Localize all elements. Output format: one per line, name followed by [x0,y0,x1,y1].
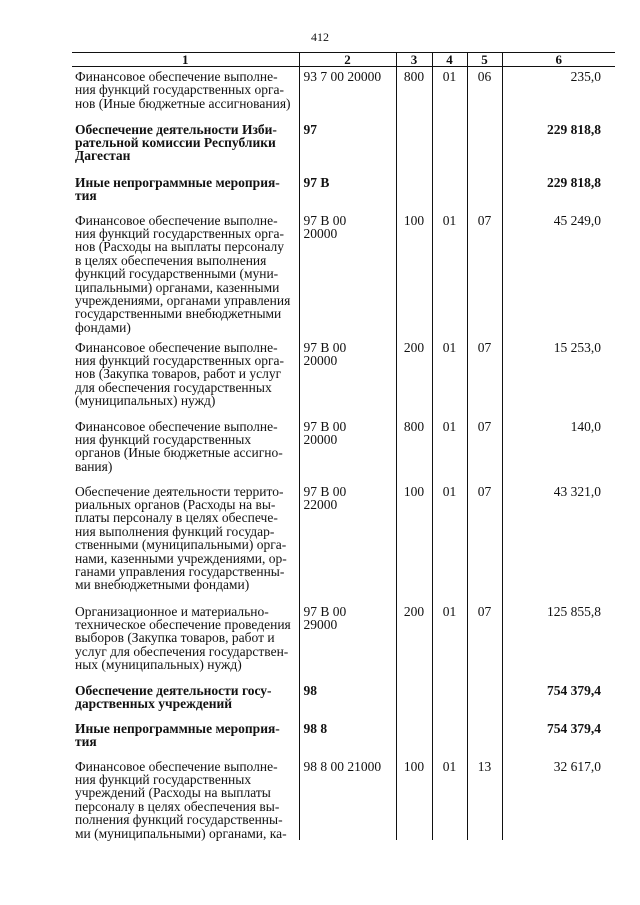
row-pr-cell: 07 [467,211,502,338]
row-vr-cell [396,719,432,757]
row-amount-cell: 45 249,0 [502,211,615,338]
row-pr-cell [467,719,502,757]
row-pr-cell: 07 [467,417,502,482]
row-vr-cell: 200 [396,338,432,417]
row-pr-cell: 07 [467,602,502,681]
row-pr-cell [467,173,502,211]
row-pr-cell: 06 [467,67,502,120]
row-code-cell: 93 7 00 20000 [299,67,396,120]
row-rz-cell [432,719,467,757]
table-row [72,681,615,719]
row-code-cell: 97 В [299,173,396,211]
row-name-cell: Финансовое обеспечение выполне- ния функций государственных орга- нов (Закупка товаров, работ и услуг для обеспечения государственных (муниципальных) нужд) [75,339,284,409]
row-rz-cell: 01 [432,482,467,602]
row-code-cell: 98 8 00 21000 [299,757,396,840]
row-amount-cell: 235,0 [502,67,615,120]
row-rz-cell: 01 [432,757,467,840]
header-col-3: 3 [396,53,432,67]
row-vr-cell [396,681,432,719]
row-vr-cell [396,120,432,173]
row-amount-cell: 125 855,8 [502,602,615,681]
row-rz-cell [432,120,467,173]
row-code-cell: 97 В 00 29000 [299,602,396,681]
row-code-cell: 98 [299,681,396,719]
row-rz-cell [432,681,467,719]
row-pr-cell [467,681,502,719]
table-row [72,602,615,681]
row-vr-cell: 800 [396,417,432,482]
row-name-cell: Организационное и материально- техническое обеспечение проведения выборов (Закупка товаров, работ и услуг для обеспечения государствен- ных (муниципальных) нужд) [75,603,291,673]
table-row [72,120,615,173]
row-rz-cell: 01 [432,338,467,417]
table-row [72,67,615,120]
row-vr-cell: 100 [396,211,432,338]
row-amount-cell: 140,0 [502,417,615,482]
row-code-cell: 97 [299,120,396,173]
row-pr-cell: 07 [467,482,502,602]
row-name-cell: Финансовое обеспечение выполне- ния функций государственных учреждений (Расходы на выплаты персоналу в целях обеспечения вы- полнения функций государственны- ми (муниципальными) органами, ка- [75,758,287,841]
row-name-cell: Финансовое обеспечение выполне- ния функций государственных органов (Иные бюджетные ассигно- вания) [75,418,283,474]
row-amount-cell: 43 321,0 [502,482,615,602]
row-pr-cell: 07 [467,338,502,417]
table-row [72,338,615,417]
row-rz-cell: 01 [432,417,467,482]
row-amount-cell: 754 379,4 [502,719,615,757]
header-row [72,53,615,67]
table-row [72,757,615,840]
header-col-4: 4 [432,53,467,67]
row-vr-cell: 100 [396,482,432,602]
row-name-cell: Обеспечение деятельности госу- дарственных учреждений [75,682,272,711]
row-amount-cell: 754 379,4 [502,681,615,719]
row-code-cell: 97 В 00 20000 [299,417,396,482]
row-amount-cell: 15 253,0 [502,338,615,417]
table-body [72,67,615,840]
header-col-1: 1 [72,53,299,67]
row-name-cell: Иные непрограммные мероприя- тия [75,720,280,749]
row-vr-cell: 800 [396,67,432,120]
table-row [72,482,615,602]
table-row [72,417,615,482]
row-pr-cell [467,120,502,173]
row-name-cell: Финансовое обеспечение выполне- ния функций государственных орга- нов (Иные бюджетные ассигнования) [75,69,291,111]
row-name-cell: Финансовое обеспечение выполне- ния функций государственных орга- нов (Расходы на выплаты персоналу в целях обеспечения выполнения функций государственными (муни- ципальными) органами, казенными учреждениями, органами управления государственными внебюджетными фондами) [75,212,291,335]
row-code-cell: 98 8 [299,719,396,757]
row-amount-cell: 229 818,8 [502,120,615,173]
row-rz-cell: 01 [432,602,467,681]
row-vr-cell: 100 [396,757,432,840]
header-col-5: 5 [467,53,502,67]
row-code-cell: 97 В 00 20000 [299,338,396,417]
row-vr-cell: 200 [396,602,432,681]
page-number: 412 [311,30,329,44]
header-col-2: 2 [299,53,396,67]
table-header [72,53,615,67]
row-code-cell: 97 В 00 22000 [299,482,396,602]
row-rz-cell [432,173,467,211]
table-row [72,211,615,338]
header-col-6: 6 [502,53,615,67]
budget-table [72,52,615,840]
row-pr-cell: 13 [467,757,502,840]
table-row [72,719,615,757]
row-amount-cell: 229 818,8 [502,173,615,211]
row-name-cell: Обеспечение деятельности террито- риальных органов (Расходы на вы- платы персоналу в целях обеспече- ния выполнения функций государ- ственными (муниципальными) орга- нами, казенными учреждениями, ор- ганами управления государственны- ми внебюджетными фондами) [75,483,287,593]
row-rz-cell: 01 [432,211,467,338]
row-amount-cell: 32 617,0 [502,757,615,840]
row-rz-cell: 01 [432,67,467,120]
row-vr-cell [396,173,432,211]
row-name-cell: Иные непрограммные мероприя- тия [75,174,280,203]
row-name-cell: Обеспечение деятельности Изби- рательной комиссии Республики Дагестан [75,121,277,164]
table-row [72,173,615,211]
row-code-cell: 97 В 00 20000 [299,211,396,338]
